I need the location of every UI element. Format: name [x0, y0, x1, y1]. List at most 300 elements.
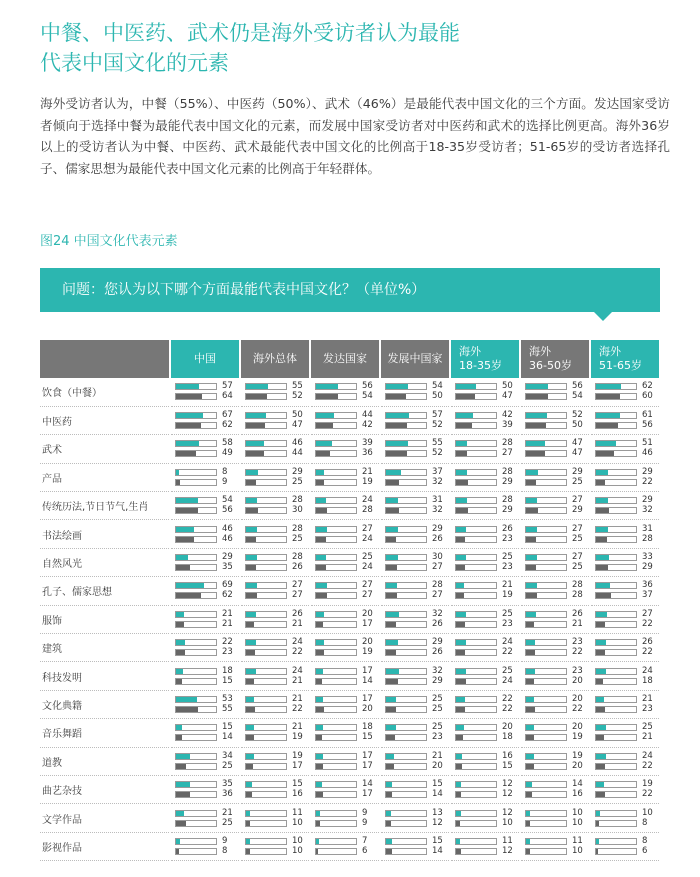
bar-value-label: 15 — [432, 835, 443, 846]
data-cell — [310, 605, 380, 633]
bar-track — [315, 621, 357, 628]
bar-track — [175, 781, 217, 788]
data-cell — [590, 520, 660, 548]
bar-value-label: 34 — [222, 750, 233, 761]
bar-track — [595, 554, 637, 561]
bar-gray — [176, 650, 185, 655]
data-cell — [590, 662, 660, 690]
bar-value-label: 29 — [502, 476, 513, 487]
bar-teal — [246, 470, 258, 475]
data-cell — [590, 605, 660, 633]
bar-track — [525, 554, 567, 561]
bar-value-label: 12 — [432, 817, 443, 828]
row-label: 产品 — [40, 463, 170, 491]
bar-value-label: 32 — [432, 665, 443, 676]
bar-line-2016 — [175, 449, 239, 458]
bar-gray — [596, 849, 598, 854]
data-cell — [590, 832, 660, 860]
data-cell — [520, 406, 590, 434]
bar-line-2016 — [175, 677, 239, 686]
column-header-5 — [520, 340, 590, 378]
bar-track — [175, 649, 217, 656]
bar-value-label: 27 — [502, 448, 513, 459]
bar-line-2016 — [455, 392, 519, 401]
bar-line-2016 — [315, 733, 379, 742]
bar-track — [455, 810, 497, 817]
row-label: 传统历法,节日节气,生肖 — [40, 492, 170, 520]
bar-value-label: 25 — [502, 552, 513, 563]
bar-track — [175, 554, 217, 561]
data-cell — [240, 435, 310, 463]
bar-gray — [246, 735, 254, 740]
bar-gray — [316, 821, 320, 826]
bar-track — [525, 582, 567, 589]
bar-gray — [596, 792, 605, 797]
bar-value-label: 67 — [222, 410, 233, 421]
bar-value-label: 24 — [642, 750, 653, 761]
bar-gray — [246, 480, 256, 485]
bar-value-label: 46 — [292, 438, 303, 449]
bar-teal — [386, 583, 397, 588]
bar-gray — [456, 480, 468, 485]
bar-track — [385, 621, 427, 628]
bar-gray — [316, 394, 338, 399]
bar-gray — [176, 480, 180, 485]
bar-track — [595, 497, 637, 504]
bar-track — [315, 592, 357, 599]
table-row — [40, 463, 660, 491]
bar-track — [385, 734, 427, 741]
bar-gray — [456, 849, 461, 854]
bar-gray — [176, 735, 182, 740]
bar-value-label: 27 — [362, 590, 373, 601]
data-cell — [450, 690, 520, 718]
bar-teal — [176, 498, 198, 503]
bar-track — [175, 507, 217, 514]
bar-gray — [386, 792, 392, 797]
bar-track — [455, 412, 497, 419]
bar-line-2016 — [245, 620, 309, 629]
bar-teal — [596, 669, 606, 674]
bar-value-label: 37 — [432, 466, 443, 477]
bar-value-label: 13 — [432, 807, 443, 818]
bar-value-label: 60 — [642, 391, 653, 402]
bar-gray — [176, 423, 201, 428]
bar-line-2016 — [525, 591, 589, 600]
bar-teal — [526, 413, 547, 418]
bar-value-label: 29 — [572, 505, 583, 516]
table-row — [40, 719, 660, 747]
bar-line-2016 — [525, 563, 589, 572]
bar-line-2016 — [525, 392, 589, 401]
bar-teal — [386, 498, 398, 503]
data-cell — [450, 775, 520, 803]
bar-track — [175, 440, 217, 447]
bar-value-label: 22 — [642, 618, 653, 629]
bar-value-label: 33 — [642, 552, 653, 563]
bar-track — [315, 450, 357, 457]
bar-value-label: 24 — [292, 637, 303, 648]
bar-track — [595, 838, 637, 845]
data-cell — [450, 492, 520, 520]
bar-gray — [316, 565, 326, 570]
bar-line-2016 — [245, 790, 309, 799]
bar-value-label: 46 — [222, 523, 233, 534]
bar-track — [455, 791, 497, 798]
bar-value-label: 15 — [222, 722, 233, 733]
bar-gray — [526, 480, 536, 485]
bar-value-label: 23 — [502, 618, 513, 629]
bar-value-label: 25 — [222, 760, 233, 771]
bar-value-label: 62 — [222, 420, 233, 431]
data-cell — [240, 463, 310, 491]
bar-track — [385, 810, 427, 817]
bar-value-label: 22 — [292, 647, 303, 658]
bar-value-label: 29 — [432, 523, 443, 534]
bar-value-label: 62 — [222, 590, 233, 601]
data-cell — [310, 690, 380, 718]
bar-gray — [526, 423, 546, 428]
bar-teal — [526, 754, 534, 759]
bar-value-label: 23 — [432, 732, 443, 743]
bar-value-label: 54 — [432, 381, 443, 392]
data-cell — [310, 520, 380, 548]
bar-track — [525, 526, 567, 533]
bar-gray — [456, 423, 472, 428]
data-cell — [520, 378, 590, 406]
bar-track — [385, 582, 427, 589]
bar-track — [455, 592, 497, 599]
bar-value-label: 26 — [502, 523, 513, 534]
bar-value-label: 24 — [502, 675, 513, 686]
bar-value-label: 28 — [572, 580, 583, 591]
bar-track — [525, 440, 567, 447]
data-cell — [520, 520, 590, 548]
bar-track — [455, 526, 497, 533]
bar-gray — [246, 849, 250, 854]
data-cell — [380, 463, 450, 491]
bar-track — [595, 479, 637, 486]
bar-value-label: 20 — [362, 608, 373, 619]
bar-value-label: 27 — [432, 562, 443, 573]
bar-track — [455, 781, 497, 788]
bar-value-label: 17 — [362, 618, 373, 629]
bar-teal — [456, 754, 462, 759]
bar-value-label: 27 — [292, 590, 303, 601]
bar-line-2016 — [595, 535, 659, 544]
bar-gray — [526, 537, 536, 542]
bar-gray — [316, 593, 327, 598]
bar-value-label: 35 — [222, 779, 233, 790]
bar-track — [385, 668, 427, 675]
bar-track — [595, 592, 637, 599]
bar-line-2016 — [175, 648, 239, 657]
bar-track — [175, 479, 217, 486]
bar-track — [175, 497, 217, 504]
bar-value-label: 29 — [572, 466, 583, 477]
bar-gray — [456, 679, 466, 684]
question-text: 问题：您认为以下哪个方面最能代表中国文化？（单位%） — [62, 282, 426, 298]
bar-track — [245, 706, 287, 713]
bar-track — [595, 536, 637, 543]
bar-gray — [456, 707, 465, 712]
bar-track — [525, 592, 567, 599]
bar-track — [455, 479, 497, 486]
bar-teal — [246, 725, 254, 730]
bar-track — [595, 611, 637, 618]
bar-teal — [596, 413, 620, 418]
bar-teal — [176, 640, 185, 645]
bar-teal — [316, 697, 323, 702]
bar-teal — [526, 640, 535, 645]
data-cell — [240, 577, 310, 605]
bar-value-label: 19 — [362, 647, 373, 658]
bar-gray — [176, 707, 198, 712]
bar-value-label: 32 — [432, 608, 443, 619]
data-cell — [310, 804, 380, 832]
bar-line-2016 — [455, 478, 519, 487]
data-cell — [450, 634, 520, 662]
bar-teal — [456, 470, 467, 475]
bar-value-label: 20 — [572, 760, 583, 771]
bar-value-label: 32 — [432, 476, 443, 487]
bar-track — [245, 422, 287, 429]
bar-track — [455, 393, 497, 400]
bar-track — [385, 536, 427, 543]
data-cell — [520, 804, 590, 832]
table-row — [40, 548, 660, 576]
bar-gray — [176, 792, 190, 797]
banner-pointer — [594, 312, 612, 321]
bar-track — [455, 763, 497, 770]
data-cell — [240, 406, 310, 434]
bar-track — [525, 678, 567, 685]
bar-line-2016 — [595, 677, 659, 686]
bar-teal — [316, 811, 320, 816]
bar-gray — [176, 849, 179, 854]
bar-track — [385, 848, 427, 855]
bar-track — [245, 526, 287, 533]
bar-value-label: 20 — [362, 703, 373, 714]
bar-value-label: 22 — [642, 760, 653, 771]
column-header-0: 中国 — [170, 340, 240, 378]
data-cell — [380, 690, 450, 718]
bar-value-label: 29 — [432, 637, 443, 648]
bar-value-label: 29 — [432, 675, 443, 686]
bar-track — [245, 734, 287, 741]
bar-line-2016 — [245, 677, 309, 686]
bar-track — [245, 668, 287, 675]
bar-teal — [386, 527, 398, 532]
bar-line-2016 — [595, 478, 659, 487]
bar-value-label: 28 — [572, 590, 583, 601]
bar-line-2018 — [595, 837, 659, 846]
bar-track — [595, 734, 637, 741]
bar-line-2016 — [315, 591, 379, 600]
bar-value-label: 28 — [292, 552, 303, 563]
bar-teal — [386, 725, 396, 730]
bar-teal — [316, 413, 334, 418]
bar-teal — [386, 470, 401, 475]
bar-gray — [456, 593, 464, 598]
data-cell — [310, 548, 380, 576]
bar-value-label: 14 — [432, 789, 443, 800]
data-cell — [520, 775, 590, 803]
bar-gray — [316, 849, 318, 854]
bar-value-label: 7 — [362, 835, 368, 846]
bar-track — [315, 753, 357, 760]
bar-line-2016 — [385, 705, 449, 714]
bar-teal — [456, 782, 461, 787]
bar-track — [385, 753, 427, 760]
bar-teal — [526, 527, 537, 532]
bar-track — [175, 678, 217, 685]
bar-track — [315, 526, 357, 533]
bar-value-label: 17 — [362, 665, 373, 676]
bar-track — [525, 848, 567, 855]
bar-value-label: 6 — [362, 845, 368, 856]
bar-value-label: 21 — [642, 732, 653, 743]
bar-line-2016 — [455, 449, 519, 458]
bar-line-2016 — [175, 421, 239, 430]
bar-value-label: 15 — [362, 732, 373, 743]
bar-track — [175, 668, 217, 675]
bar-teal — [316, 498, 326, 503]
table-row — [40, 662, 660, 690]
bar-gray — [316, 508, 327, 513]
bar-line-2016 — [245, 762, 309, 771]
bar-value-label: 37 — [642, 590, 653, 601]
bar-value-label: 27 — [572, 552, 583, 563]
bar-value-label: 55 — [432, 438, 443, 449]
bar-line-2016 — [385, 591, 449, 600]
bar-line-2016 — [245, 819, 309, 828]
bar-teal — [526, 470, 538, 475]
bar-track — [175, 393, 217, 400]
bar-gray — [596, 707, 605, 712]
bar-line-2016 — [175, 762, 239, 771]
bar-teal — [386, 669, 399, 674]
data-cell — [240, 520, 310, 548]
bar-teal — [246, 555, 257, 560]
bar-gray — [456, 650, 465, 655]
bar-line-2016 — [525, 762, 589, 771]
row-label: 曲艺杂技 — [40, 775, 170, 803]
bar-teal — [526, 612, 536, 617]
bar-value-label: 21 — [292, 675, 303, 686]
bar-track — [315, 469, 357, 476]
bar-teal — [176, 527, 194, 532]
bar-line-2016 — [595, 762, 659, 771]
bar-value-label: 21 — [222, 618, 233, 629]
data-cell — [170, 775, 240, 803]
bar-track — [525, 621, 567, 628]
bar-track — [525, 450, 567, 457]
bar-gray — [246, 394, 267, 399]
bar-track — [385, 450, 427, 457]
bar-value-label: 10 — [642, 807, 653, 818]
column-header-line: 51-65岁 — [599, 359, 642, 372]
bar-gray — [596, 593, 611, 598]
bar-track — [245, 621, 287, 628]
bar-track — [455, 848, 497, 855]
bar-gray — [386, 480, 399, 485]
bar-track — [385, 611, 427, 618]
bar-value-label: 61 — [642, 410, 653, 421]
bar-track — [595, 810, 637, 817]
data-cell — [240, 548, 310, 576]
bar-gray — [596, 650, 605, 655]
data-cell — [590, 690, 660, 718]
bar-value-label: 27 — [362, 580, 373, 591]
bar-gray — [386, 593, 397, 598]
bar-track — [315, 507, 357, 514]
bar-line-2016 — [175, 790, 239, 799]
bar-value-label: 21 — [362, 466, 373, 477]
data-cell — [170, 406, 240, 434]
bar-track — [455, 440, 497, 447]
bar-line-2016 — [315, 819, 379, 828]
bar-value-label: 32 — [432, 505, 443, 516]
bar-track — [525, 497, 567, 504]
bar-value-label: 14 — [432, 845, 443, 856]
bar-line-2016 — [385, 478, 449, 487]
bar-line-2016 — [385, 563, 449, 572]
data-cell — [310, 463, 380, 491]
bar-line-2016 — [525, 506, 589, 515]
bar-track — [175, 753, 217, 760]
bar-track — [175, 848, 217, 855]
bar-value-label: 10 — [572, 807, 583, 818]
bar-value-label: 25 — [502, 608, 513, 619]
bar-value-label: 27 — [572, 523, 583, 534]
data-cell — [170, 463, 240, 491]
bar-line-2016 — [525, 421, 589, 430]
bar-value-label: 53 — [222, 693, 233, 704]
data-cell — [450, 804, 520, 832]
bar-value-label: 20 — [432, 760, 443, 771]
data-cell — [380, 804, 450, 832]
bar-teal — [596, 384, 621, 389]
bar-track — [315, 706, 357, 713]
bar-teal — [316, 555, 326, 560]
table-row — [40, 634, 660, 662]
bar-value-label: 11 — [292, 807, 303, 818]
data-cell — [450, 406, 520, 434]
bar-value-label: 28 — [432, 580, 443, 591]
bar-gray — [526, 679, 534, 684]
bar-line-2016 — [245, 563, 309, 572]
bar-track — [455, 678, 497, 685]
data-cell — [520, 634, 590, 662]
bar-gray — [596, 622, 605, 627]
bar-gray — [526, 849, 530, 854]
bar-teal — [176, 839, 180, 844]
table-row — [40, 775, 660, 803]
bar-value-label: 6 — [642, 845, 648, 856]
bar-value-label: 28 — [362, 505, 373, 516]
bar-gray — [456, 622, 465, 627]
bar-track — [525, 412, 567, 419]
bar-value-label: 39 — [502, 420, 513, 431]
bar-line-2016 — [595, 705, 659, 714]
row-label: 影视作品 — [40, 832, 170, 860]
bar-line-2016 — [595, 591, 659, 600]
bar-line-2018 — [315, 809, 379, 818]
bar-gray — [246, 679, 254, 684]
bar-track — [455, 422, 497, 429]
bar-gray — [176, 508, 198, 513]
